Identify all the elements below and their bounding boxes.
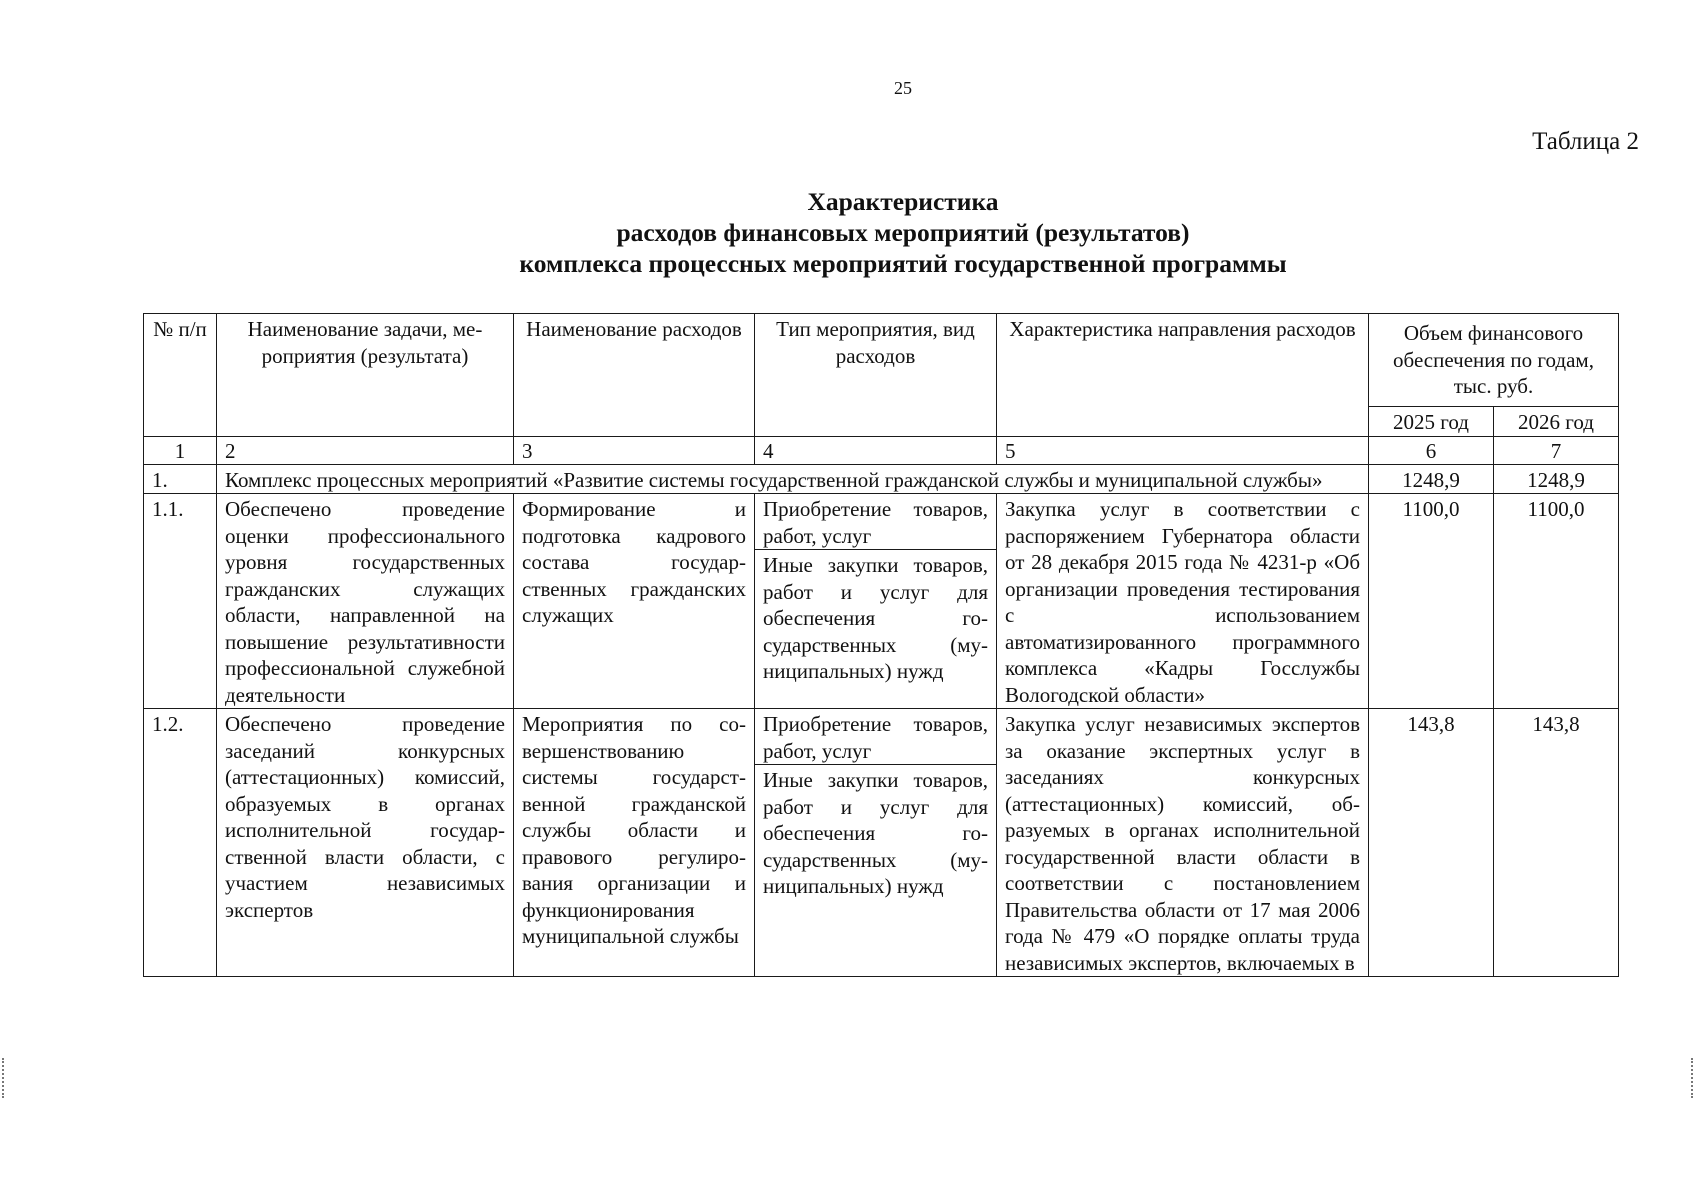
title-line-1: Характеристика xyxy=(807,187,999,216)
table-row xyxy=(144,709,1619,977)
col-number-5: 5 xyxy=(997,436,1369,464)
row-task: Обеспечено проведение оценки профессионального уровня государственных гражданских служащих области, направленной на повышение результативности профессиональной служебной деятельности xyxy=(217,494,514,709)
header-volume: Объем финансового обеспечения по годам, тыс. руб. xyxy=(1369,314,1619,407)
row-type-purchase: Приобретение товаров, работ, услуг xyxy=(763,712,988,763)
document-title xyxy=(0,186,1697,279)
row-type-cell xyxy=(755,494,997,709)
col-number-7: 7 xyxy=(1494,436,1619,464)
title-line-3: комплекса процессных мероприятий государственной программы xyxy=(519,249,1287,278)
row-y2025: 1100,0 xyxy=(1369,494,1494,709)
row-direction: Закупка услуг в соответствии с распоряжением Губернатора области от 28 декабря 2015 года № 4231-р «Об организации проведения тестирования с использованием автоматизированного программного комплекса «Кадры Госслужбы Вологодской области» xyxy=(997,494,1369,709)
column-number-row xyxy=(144,436,1619,464)
row-expense: Мероприятия по совершенствованию системы государственной гражданской службы области и правового регулирования организации и функционирования муниципальной службы xyxy=(514,709,755,977)
complex-num: 1. xyxy=(144,464,217,494)
col-number-3: 3 xyxy=(514,436,755,464)
row-num: 1.2. xyxy=(144,709,217,977)
header-direction: Характеристика направления расходов xyxy=(997,314,1369,437)
complex-y2025: 1248,9 xyxy=(1369,464,1494,494)
row-expense: Формирование и подготовка кадрового состава государственных гражданских служащих xyxy=(514,494,755,709)
header-task: Наименование задачи, мероприятия (результата) xyxy=(217,314,514,437)
row-type-purchase: Приобретение товаров, работ, услуг xyxy=(763,497,988,548)
row-num: 1.1. xyxy=(144,494,217,709)
row-type-other: Иные закупки товаров, работ и услуг для обеспечения государственных (муниципальных) нужд xyxy=(755,764,996,900)
expenses-table xyxy=(143,313,1619,977)
header-expense: Наименование расходов xyxy=(514,314,755,437)
row-task: Обеспечено проведение заседаний конкурсных (аттестационных) комиссий, образуемых в органах исполнительной государственной власти области, с участием независимых экспертов xyxy=(217,709,514,977)
scan-edge-mark-left xyxy=(2,1058,6,1098)
row-type-cell xyxy=(755,709,997,977)
row-y2026: 1100,0 xyxy=(1494,494,1619,709)
col-number-4: 4 xyxy=(755,436,997,464)
col-number-6: 6 xyxy=(1369,436,1494,464)
complex-name: Комплекс процессных мероприятий «Развитие системы государственной гражданской службы и муниципальной службы» xyxy=(217,464,1369,494)
scan-edge-mark-right xyxy=(1691,1058,1695,1098)
table-label: Таблица 2 xyxy=(1532,128,1639,155)
header-row xyxy=(144,314,1619,407)
header-year-2025: 2025 год xyxy=(1369,407,1494,437)
title-line-2: расходов финансовых мероприятий (результатов) xyxy=(616,218,1190,247)
col-number-2: 2 xyxy=(217,436,514,464)
header-year-2026: 2026 год xyxy=(1494,407,1619,437)
table-row xyxy=(144,494,1619,709)
complex-y2026: 1248,9 xyxy=(1494,464,1619,494)
complex-row xyxy=(144,464,1619,494)
row-y2026: 143,8 xyxy=(1494,709,1619,977)
page-number: 25 xyxy=(894,78,912,98)
row-type-other: Иные закупки товаров, работ и услуг для обеспечения государственных (муниципальных) нужд xyxy=(755,549,996,685)
row-y2025: 143,8 xyxy=(1369,709,1494,977)
header-type: Тип мероприятия, вид расходов xyxy=(755,314,997,437)
row-direction: Закупка услуг независимых экспертов за оказание экспертных услуг в заседаниях конкурсных (аттестационных) комиссий, образуемых в органах исполнительной государственной власти области в соответствии с постановлением Правительства области от 17 мая 2006 года № 479 «О порядке оплаты труда независимых экспертов, включаемых в xyxy=(997,709,1369,977)
header-num: № п/п xyxy=(144,314,217,437)
col-number-1: 1 xyxy=(144,436,217,464)
